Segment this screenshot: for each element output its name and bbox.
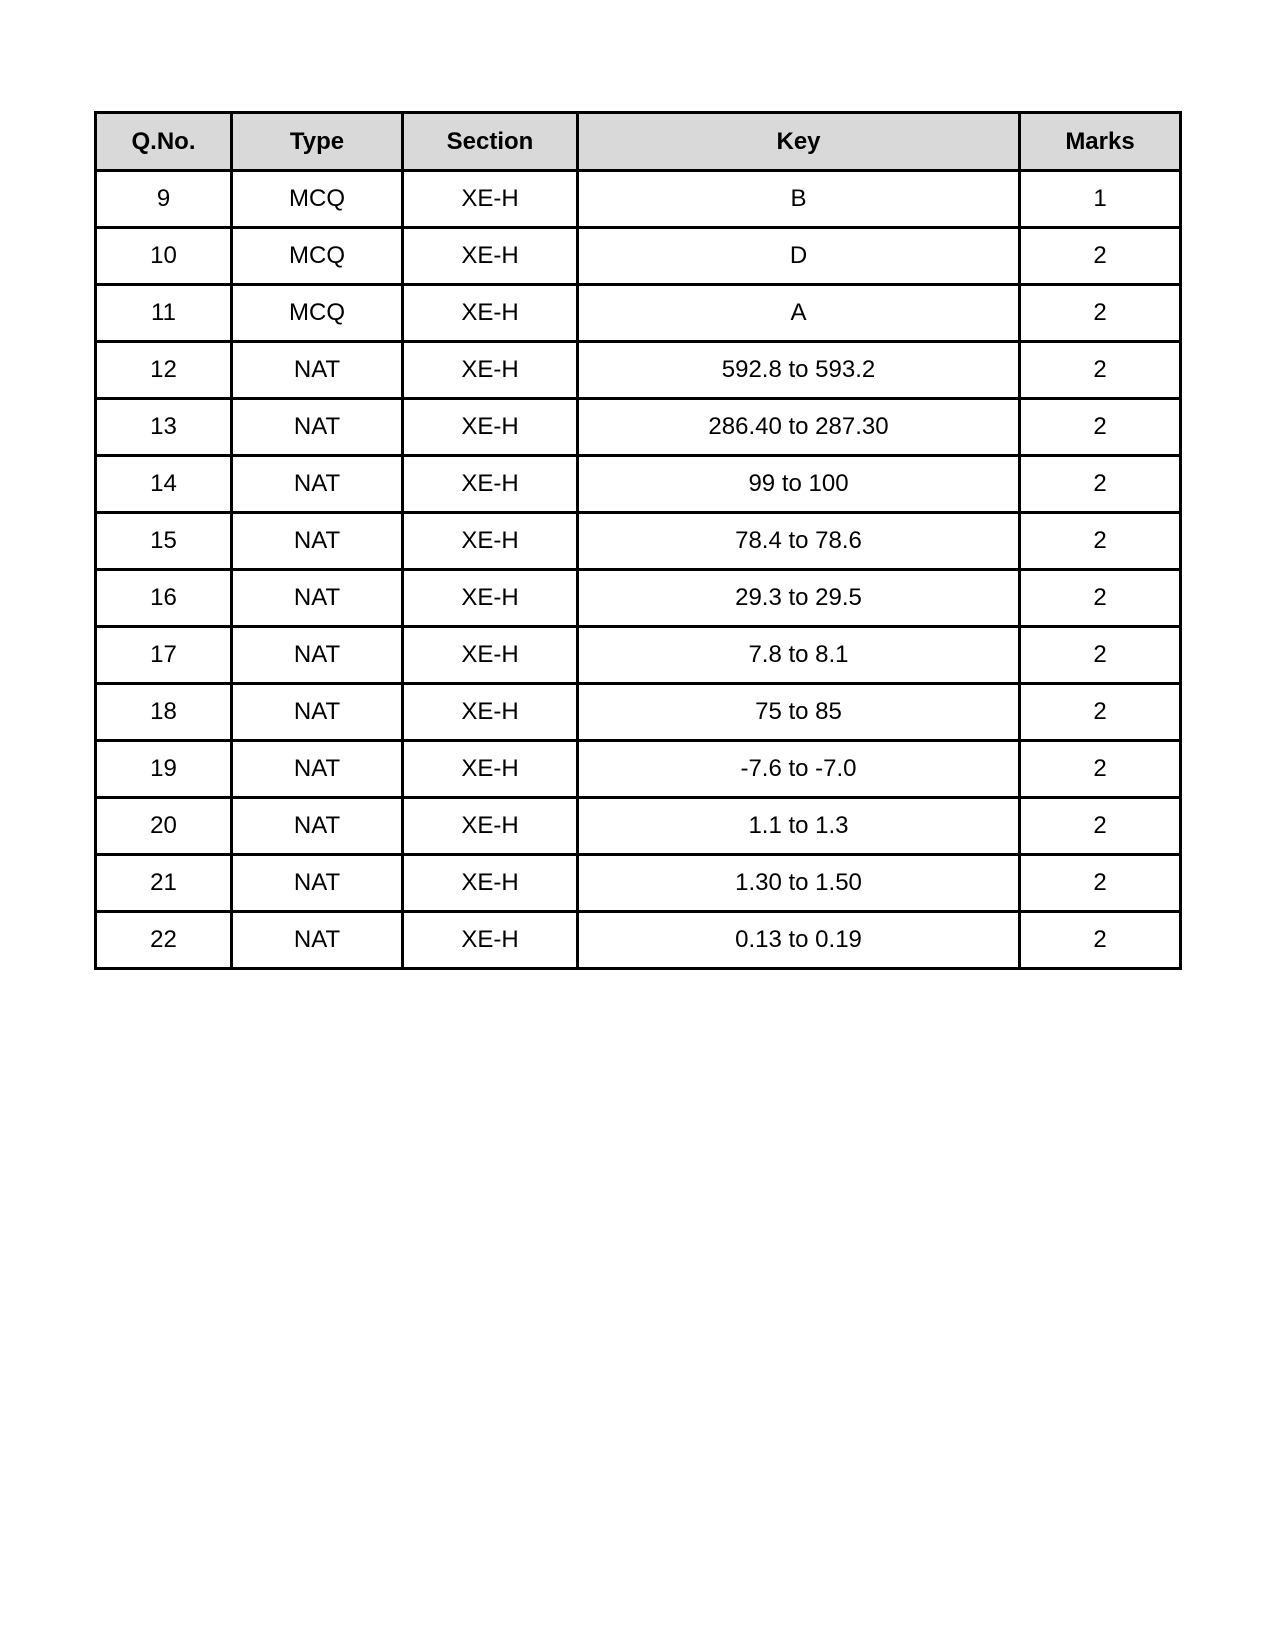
cell-type: NAT (232, 798, 403, 855)
table-row (96, 171, 1181, 228)
cell-key: B (578, 171, 1020, 228)
cell-qno: 14 (96, 456, 232, 513)
cell-section: XE-H (403, 798, 578, 855)
cell-qno: 16 (96, 570, 232, 627)
cell-type: NAT (232, 741, 403, 798)
cell-key: 592.8 to 593.2 (578, 342, 1020, 399)
table-row (96, 513, 1181, 570)
cell-section: XE-H (403, 399, 578, 456)
table-body (96, 171, 1181, 969)
cell-marks: 2 (1020, 513, 1181, 570)
cell-marks: 2 (1020, 912, 1181, 969)
header-key: Key (578, 113, 1020, 171)
cell-key: 78.4 to 78.6 (578, 513, 1020, 570)
cell-marks: 2 (1020, 798, 1181, 855)
cell-qno: 21 (96, 855, 232, 912)
cell-key: 7.8 to 8.1 (578, 627, 1020, 684)
table-row (96, 855, 1181, 912)
table-row (96, 285, 1181, 342)
cell-marks: 2 (1020, 228, 1181, 285)
header-section: Section (403, 113, 578, 171)
cell-type: MCQ (232, 285, 403, 342)
cell-section: XE-H (403, 684, 578, 741)
cell-section: XE-H (403, 912, 578, 969)
cell-marks: 2 (1020, 741, 1181, 798)
cell-key: A (578, 285, 1020, 342)
cell-key: 99 to 100 (578, 456, 1020, 513)
cell-marks: 2 (1020, 285, 1181, 342)
cell-key: 1.1 to 1.3 (578, 798, 1020, 855)
cell-type: NAT (232, 342, 403, 399)
answer-key-table (94, 111, 1182, 970)
table-row (96, 342, 1181, 399)
answer-key-sheet (94, 111, 1179, 970)
cell-type: NAT (232, 855, 403, 912)
cell-type: MCQ (232, 228, 403, 285)
table-row (96, 912, 1181, 969)
cell-key: -7.6 to -7.0 (578, 741, 1020, 798)
cell-marks: 2 (1020, 399, 1181, 456)
cell-type: MCQ (232, 171, 403, 228)
table-header-row (96, 113, 1181, 171)
cell-section: XE-H (403, 855, 578, 912)
header-marks: Marks (1020, 113, 1181, 171)
cell-type: NAT (232, 684, 403, 741)
cell-marks: 1 (1020, 171, 1181, 228)
cell-key: 0.13 to 0.19 (578, 912, 1020, 969)
cell-type: NAT (232, 399, 403, 456)
table-row (96, 741, 1181, 798)
cell-type: NAT (232, 513, 403, 570)
cell-section: XE-H (403, 741, 578, 798)
cell-type: NAT (232, 456, 403, 513)
cell-section: XE-H (403, 570, 578, 627)
cell-marks: 2 (1020, 570, 1181, 627)
cell-qno: 19 (96, 741, 232, 798)
cell-qno: 20 (96, 798, 232, 855)
cell-section: XE-H (403, 513, 578, 570)
cell-qno: 10 (96, 228, 232, 285)
cell-marks: 2 (1020, 456, 1181, 513)
cell-marks: 2 (1020, 342, 1181, 399)
header-type: Type (232, 113, 403, 171)
cell-key: 29.3 to 29.5 (578, 570, 1020, 627)
cell-qno: 22 (96, 912, 232, 969)
table-row (96, 399, 1181, 456)
cell-key: 75 to 85 (578, 684, 1020, 741)
cell-qno: 15 (96, 513, 232, 570)
cell-qno: 13 (96, 399, 232, 456)
cell-qno: 12 (96, 342, 232, 399)
cell-key: D (578, 228, 1020, 285)
table-row (96, 684, 1181, 741)
cell-section: XE-H (403, 171, 578, 228)
cell-qno: 18 (96, 684, 232, 741)
cell-section: XE-H (403, 342, 578, 399)
table-row (96, 627, 1181, 684)
cell-type: NAT (232, 570, 403, 627)
header-qno: Q.No. (96, 113, 232, 171)
cell-marks: 2 (1020, 627, 1181, 684)
table-row (96, 570, 1181, 627)
cell-key: 1.30 to 1.50 (578, 855, 1020, 912)
cell-key: 286.40 to 287.30 (578, 399, 1020, 456)
cell-marks: 2 (1020, 684, 1181, 741)
table-row (96, 456, 1181, 513)
cell-qno: 9 (96, 171, 232, 228)
cell-type: NAT (232, 627, 403, 684)
cell-section: XE-H (403, 285, 578, 342)
table-row (96, 228, 1181, 285)
cell-section: XE-H (403, 456, 578, 513)
cell-section: XE-H (403, 627, 578, 684)
table-row (96, 798, 1181, 855)
cell-marks: 2 (1020, 855, 1181, 912)
cell-qno: 11 (96, 285, 232, 342)
cell-qno: 17 (96, 627, 232, 684)
cell-section: XE-H (403, 228, 578, 285)
cell-type: NAT (232, 912, 403, 969)
